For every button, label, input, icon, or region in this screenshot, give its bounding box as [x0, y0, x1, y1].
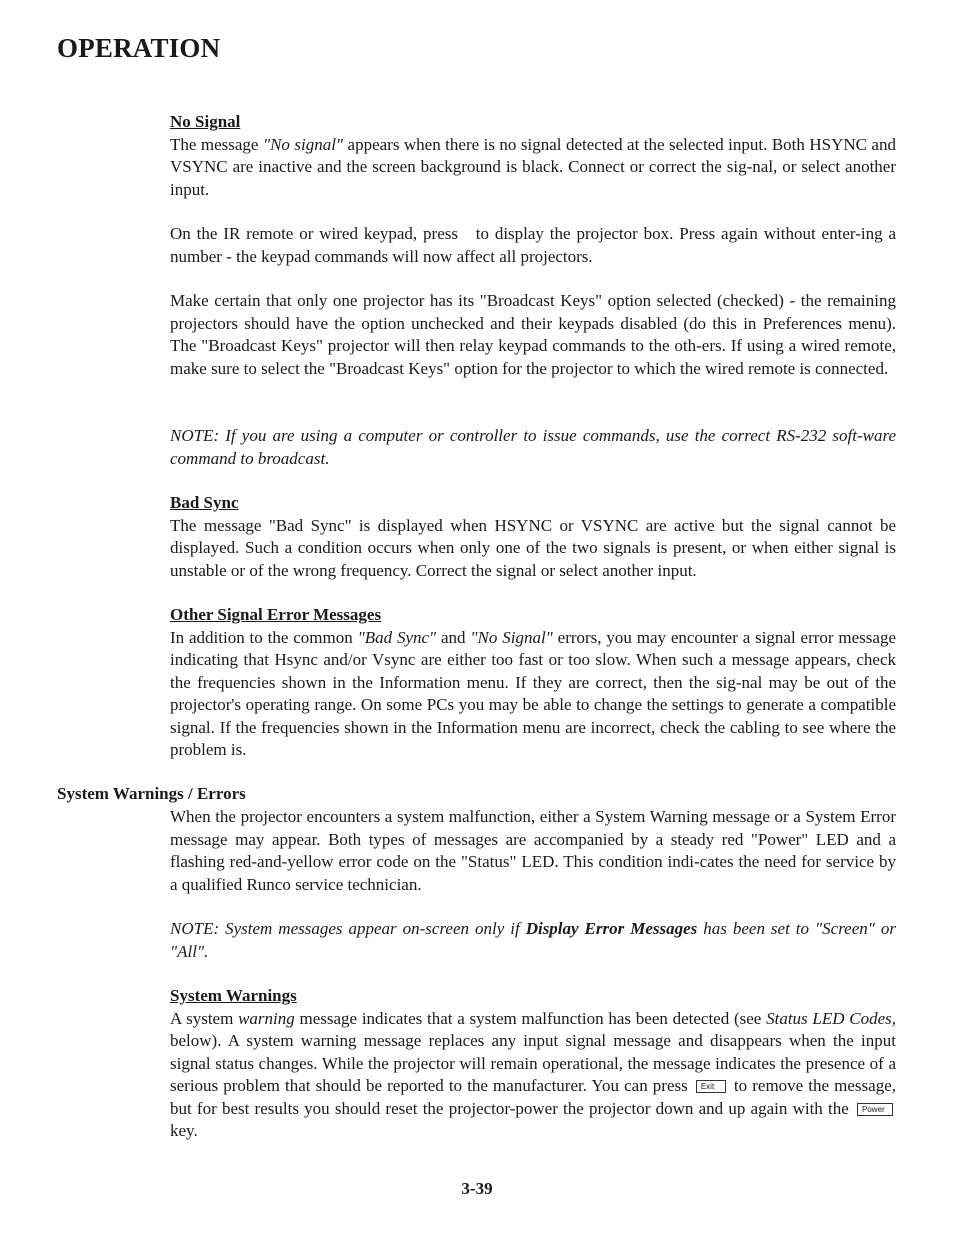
other-errors-text-b: and: [436, 627, 471, 647]
display-error-messages-option: Display Error Messages: [525, 919, 698, 938]
display-error-note: [170, 918, 896, 963]
no-signal-section: [170, 111, 896, 201]
status-led-codes-ref: Status LED Codes,: [766, 1008, 897, 1028]
bad-sync-heading: Bad Sync: [170, 493, 239, 512]
other-errors-heading: Other Signal Error Messages: [170, 605, 382, 624]
system-warnings-text-d: to remove the message, but for best results you should reset the projector-power the projector down and up again with the: [170, 1076, 897, 1118]
display-error-note-b: has been set to "Screen" or "All".: [170, 919, 897, 961]
bad-sync-section: [170, 492, 896, 582]
system-warnings-text-e: key.: [170, 1121, 198, 1140]
system-warnings-heading: System Warnings: [170, 986, 297, 1005]
no-signal-text-a: The message: [170, 134, 263, 154]
no-signal-heading: No Signal: [170, 112, 241, 131]
keypad-text-a: On the IR remote or wired keypad, press: [170, 224, 464, 243]
power-key-icon: Power: [857, 1103, 893, 1116]
rs232-note: NOTE: If you are using a computer or controller to issue commands, use the correct RS-232 soft-ware command to broadcast.: [170, 426, 896, 468]
system-warnings-text-c: below). A system warning message replaces any input signal message and disappears when the input signal status changes. While the projector will remain operational, the message indicates the presence of a serious problem that should be reported to the manufacturer. You can press: [170, 1031, 896, 1095]
system-warnings-text-b: message indicates that a system malfunction has been detected (see: [294, 1008, 767, 1028]
other-errors-section: [170, 604, 896, 762]
other-errors-text-a: In addition to the common: [170, 627, 358, 647]
keypad-paragraph: [170, 223, 896, 268]
other-errors-text-c: errors, you may encounter a signal error message indicating that Hsync and/or Vsync are either too fast or too slow. When such a message appears, check the frequencies shown in the Information menu. If they are correct, then the sig-nal may be out of the projector's operating range. On some PCs you may be able to change the settings to generate a compatible signal. If the frequencies shown in the Information menu are incorrect, check the cabling to see where the problem is.: [170, 627, 896, 759]
no-signal-text-b: appears when there is no signal detected at the selected input. Both HSYNC and VSYNC are inactive and the screen background is black. Connect or correct the sig-nal, or select another input.: [170, 134, 896, 199]
system-warnings-errors-heading: System Warnings / Errors: [57, 784, 246, 803]
bad-sync-text: The message "Bad Sync" is displayed when HSYNC or VSYNC are active but the signal cannot be displayed. Such a condition occurs when only one of the two signals is present, or when either signal is unstable or of the wrong frequency. Correct the signal or select another input.: [170, 515, 896, 580]
no-signal-quote: "No signal": [262, 134, 344, 154]
bad-sync-quote: "Bad Sync": [357, 627, 437, 647]
warning-emphasis: warning: [238, 1008, 295, 1028]
system-warnings-section: [170, 985, 896, 1143]
page-heading: OPERATION: [57, 33, 221, 63]
keypad-text-b: to display the projector box. Press again without enter-ing a number - the keypad commands will now affect all projectors.: [170, 224, 896, 266]
page-number: 3-39: [461, 1179, 493, 1198]
exit-key-icon: Exit: [696, 1080, 726, 1093]
no-signal-quote-2: "No Signal": [470, 627, 553, 647]
system-malfunction-paragraph: When the projector encounters a system malfunction, either a System Warning message or a System Error message may appear. Both types of messages are accompanied by a steady red "Power" LED and a flashing red-and-yellow error code on the "Status" LED. This condition indi-cates the need for service by a qualified Runco service technician.: [170, 807, 896, 894]
broadcast-keys-paragraph: Make certain that only one projector has its "Broadcast Keys" option selected (checked) - the remaining projectors should have the option unchecked and their keypads disabled (do this in Preferences menu). The "Broadcast Keys" projector will then relay keypad commands to the oth-ers. If using a wired remote, make sure to select the "Broadcast Keys" option for the projector to which the wired remote is connected.: [170, 291, 896, 378]
system-warnings-text-a: A system: [170, 1008, 239, 1028]
display-error-note-a: NOTE: System messages appear on-screen only if: [170, 919, 526, 938]
